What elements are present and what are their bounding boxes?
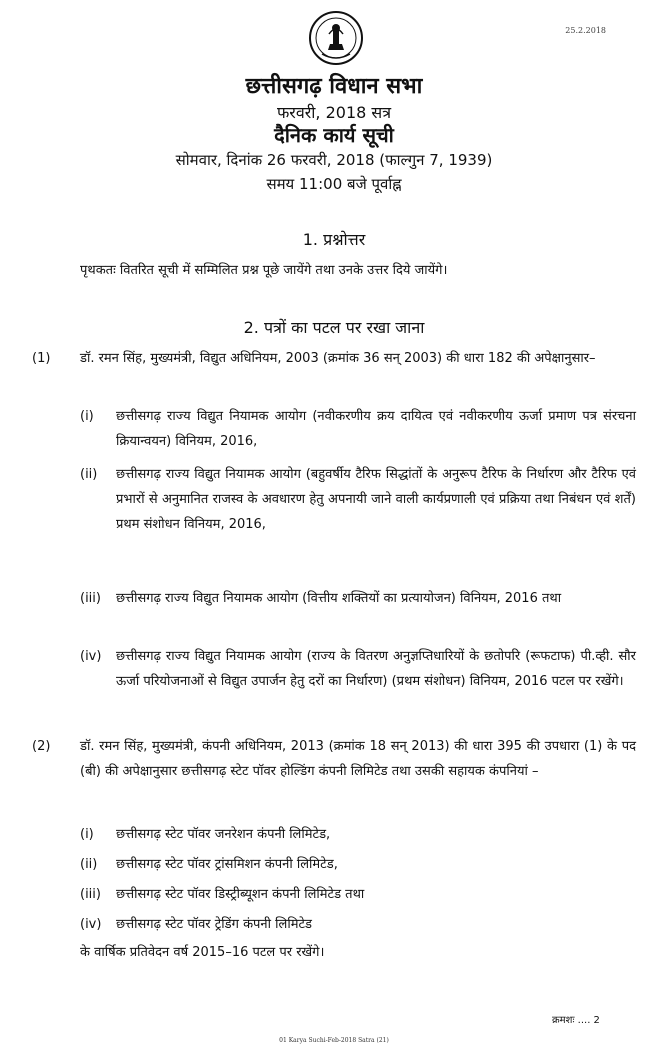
- item2-sub1-text: छत्तीसगढ़ स्टेट पॉवर जनरेशन कंपनी लिमिटेड,: [116, 827, 331, 842]
- page-subtitle: दैनिक कार्य सूची: [274, 123, 394, 147]
- item1-sub4-text: छत्तीसगढ़ राज्य विद्युत नियामक आयोग (राज्य के वितरण अनुज्ञप्तिधारियों के छतोपरि (रूफटाफ) पी.व्ही. सौर ऊर्जा परियोजनाओं से विद्युत उपार्जन हेतु दरों का निर्धारण) (प्रथम संशोधन) विनियम, 2016 पटल पर रखेंगे।: [116, 649, 636, 689]
- item1-sub2-number: (ii): [80, 467, 98, 482]
- item1-sub3-number: (iii): [80, 591, 101, 606]
- item1-sub1-text: छत्तीसगढ़ राज्य विद्युत नियामक आयोग (नवीकरणीय क्रय दायित्व एवं नवीकरणीय ऊर्जा प्रमाण पत्र संरचना क्रियान्वयन) विनियम, 2016,: [116, 409, 636, 449]
- item2-sub4-number: (iv): [80, 917, 102, 932]
- page-title: छत्तीसगढ़ विधान सभा: [245, 74, 423, 99]
- item2-sub4-text: छत्तीसगढ़ स्टेट पॉवर ट्रेडिंग कंपनी लिमिटेड: [116, 917, 312, 932]
- item2-number: (2): [32, 739, 51, 754]
- file-reference: 01 Karya Suchi-Feb-2018 Satra (21): [279, 1037, 389, 1044]
- item2-text: डॉ. रमन सिंह, मुख्यमंत्री, कंपनी अधिनियम, 2013 (क्रमांक 18 सन् 2013) की धारा 395 की उपधारा (1) के पद (बी) की अपेक्षानुसार छत्तीसगढ़ स्टेट पॉवर होल्डिंग कंपनी लिमिटेड तथा उसकी सहायक कंपनियां –: [80, 739, 636, 779]
- section1-text: पृथकतः वितरित सूची में सम्मिलित प्रश्न पूछे जायेंगे तथा उनके उत्तर दिये जायेंगे।: [80, 263, 448, 278]
- item1-sub4-number: (iv): [80, 649, 102, 664]
- item1-sub2-text: छत्तीसगढ़ राज्य विद्युत नियामक आयोग (बहुवर्षीय टैरिफ सिद्धांतों के अनुरूप टैरिफ के निर्धारण और टैरिफ एवं प्रभारों से अनुमानित राजस्व के अवधारण हेतु अपनायी जाने वाली कार्यप्रणाली एवं प्रक्रिया तथा निबंधन एवं शर्तें) प्रथम संशोधन विनियम, 2016,: [116, 467, 636, 532]
- item2-sub2-text: छत्तीसगढ़ स्टेट पॉवर ट्रांसमिशन कंपनी लिमिटेड,: [116, 857, 338, 872]
- item2-sub2-number: (ii): [80, 857, 98, 872]
- item1-sub1-number: (i): [80, 409, 94, 424]
- date-line: सोमवार, दिनांक 26 फरवरी, 2018 (फाल्गुन 7, 1939): [175, 151, 493, 169]
- item2-sub3-text: छत्तीसगढ़ स्टेट पॉवर डिस्ट्रीब्यूशन कंपनी लिमिटेड तथा: [116, 887, 365, 902]
- continued-marker: क्रमशः .... 2: [552, 1015, 600, 1026]
- assembly-emblem-icon: [308, 10, 364, 66]
- section1-heading: 1. प्रश्नोत्तर: [302, 230, 366, 249]
- session-line: फरवरी, 2018 सत्र: [276, 103, 392, 122]
- section2-heading: 2. पत्रों का पटल पर रखा जाना: [243, 318, 425, 337]
- date-stamp: 25.2.2018: [565, 26, 606, 35]
- item2-sub3-number: (iii): [80, 887, 101, 902]
- item1-number: (1): [32, 351, 51, 366]
- item1-sub3-text: छत्तीसगढ़ राज्य विद्युत नियामक आयोग (वित्तीय शक्तियों का प्रत्यायोजन) विनियम, 2016 तथा: [116, 591, 562, 606]
- item1-text: डॉ. रमन सिंह, मुख्यमंत्री, विद्युत अधिनियम, 2003 (क्रमांक 36 सन् 2003) की धारा 182 की अपेक्षानुसार–: [80, 351, 596, 366]
- item2-sub1-number: (i): [80, 827, 94, 842]
- item2-closing: के वार्षिक प्रतिवेदन वर्ष 2015–16 पटल पर रखेंगे।: [80, 945, 325, 960]
- time-line: समय 11:00 बजे पूर्वाह्न: [266, 175, 402, 193]
